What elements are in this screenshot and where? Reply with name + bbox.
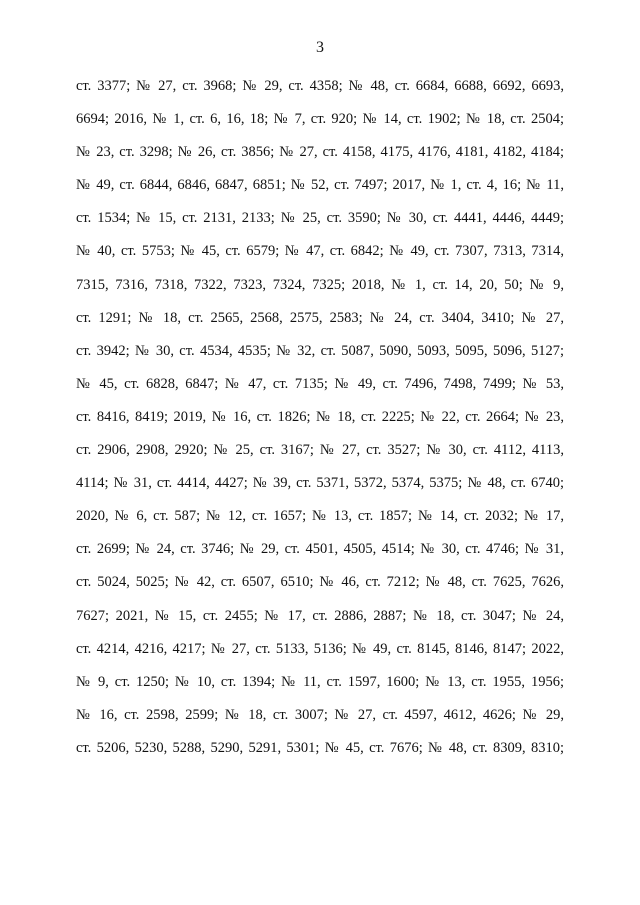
text-line: ст. 1534; № 15, ст. 2131, 2133; № 25, ст. 3590; № 30, ст. 4441, 4446, 4449; xyxy=(76,210,564,227)
citation-paragraph xyxy=(76,74,564,769)
text-line: № 45, ст. 6828, 6847; № 47, ст. 7135; № 49, ст. 7496, 7498, 7499; № 53, xyxy=(76,375,564,392)
text-line: 4114; № 31, ст. 4414, 4427; № 39, ст. 5371, 5372, 5374, 5375; № 48, ст. 6740; xyxy=(76,475,564,492)
text-line: № 23, ст. 3298; № 26, ст. 3856; № 27, ст. 4158, 4175, 4176, 4181, 4182, 4184; xyxy=(76,144,564,161)
text-line: ст. 3942; № 30, ст. 4534, 4535; № 32, ст. 5087, 5090, 5093, 5095, 5096, 5127; xyxy=(76,342,564,359)
text-line: 6694; 2016, № 1, ст. 6, 16, 18; № 7, ст. 920; № 14, ст. 1902; № 18, ст. 2504; xyxy=(76,111,564,128)
text-line: 7315, 7316, 7318, 7322, 7323, 7324, 7325; 2018, № 1, ст. 14, 20, 50; № 9, xyxy=(76,276,564,293)
text-line: ст. 4214, 4216, 4217; № 27, ст. 5133, 5136; № 49, ст. 8145, 8146, 8147; 2022, xyxy=(76,640,564,657)
text-line: 2020, № 6, ст. 587; № 12, ст. 1657; № 13, ст. 1857; № 14, ст. 2032; № 17, xyxy=(76,508,564,525)
text-line: № 16, ст. 2598, 2599; № 18, ст. 3007; № 27, ст. 4597, 4612, 4626; № 29, xyxy=(76,706,564,723)
text-line: № 40, ст. 5753; № 45, ст. 6579; № 47, ст. 6842; № 49, ст. 7307, 7313, 7314, xyxy=(76,243,564,260)
text-line: ст. 3377; № 27, ст. 3968; № 29, ст. 4358; № 48, ст. 6684, 6688, 6692, 6693, xyxy=(76,78,564,94)
text-line: ст. 1291; № 18, ст. 2565, 2568, 2575, 2583; № 24, ст. 3404, 3410; № 27, xyxy=(76,309,564,326)
text-line: № 9, ст. 1250; № 10, ст. 1394; № 11, ст. 1597, 1600; № 13, ст. 1955, 1956; xyxy=(76,673,564,690)
text-line: ст. 5024, 5025; № 42, ст. 6507, 6510; № 46, ст. 7212; № 48, ст. 7625, 7626, xyxy=(76,574,564,591)
text-line: ст. 8416, 8419; 2019, № 16, ст. 1826; № 18, ст. 2225; № 22, ст. 2664; № 23, xyxy=(76,408,564,425)
text-line: ст. 5206, 5230, 5288, 5290, 5291, 5301; № 45, ст. 7676; № 48, ст. 8309, 8310; xyxy=(76,739,564,756)
text-line: ст. 2699; № 24, ст. 3746; № 29, ст. 4501, 4505, 4514; № 30, ст. 4746; № 31, xyxy=(76,541,564,558)
page-number: 3 xyxy=(316,39,324,56)
text-line: № 49, ст. 6844, 6846, 6847, 6851; № 52, ст. 7497; 2017, № 1, ст. 4, 16; № 11, xyxy=(76,177,564,194)
text-line: ст. 2906, 2908, 2920; № 25, ст. 3167; № 27, ст. 3527; № 30, ст. 4112, 4113, xyxy=(76,442,564,459)
text-line: 7627; 2021, № 15, ст. 2455; № 17, ст. 2886, 2887; № 18, ст. 3047; № 24, xyxy=(76,607,564,624)
